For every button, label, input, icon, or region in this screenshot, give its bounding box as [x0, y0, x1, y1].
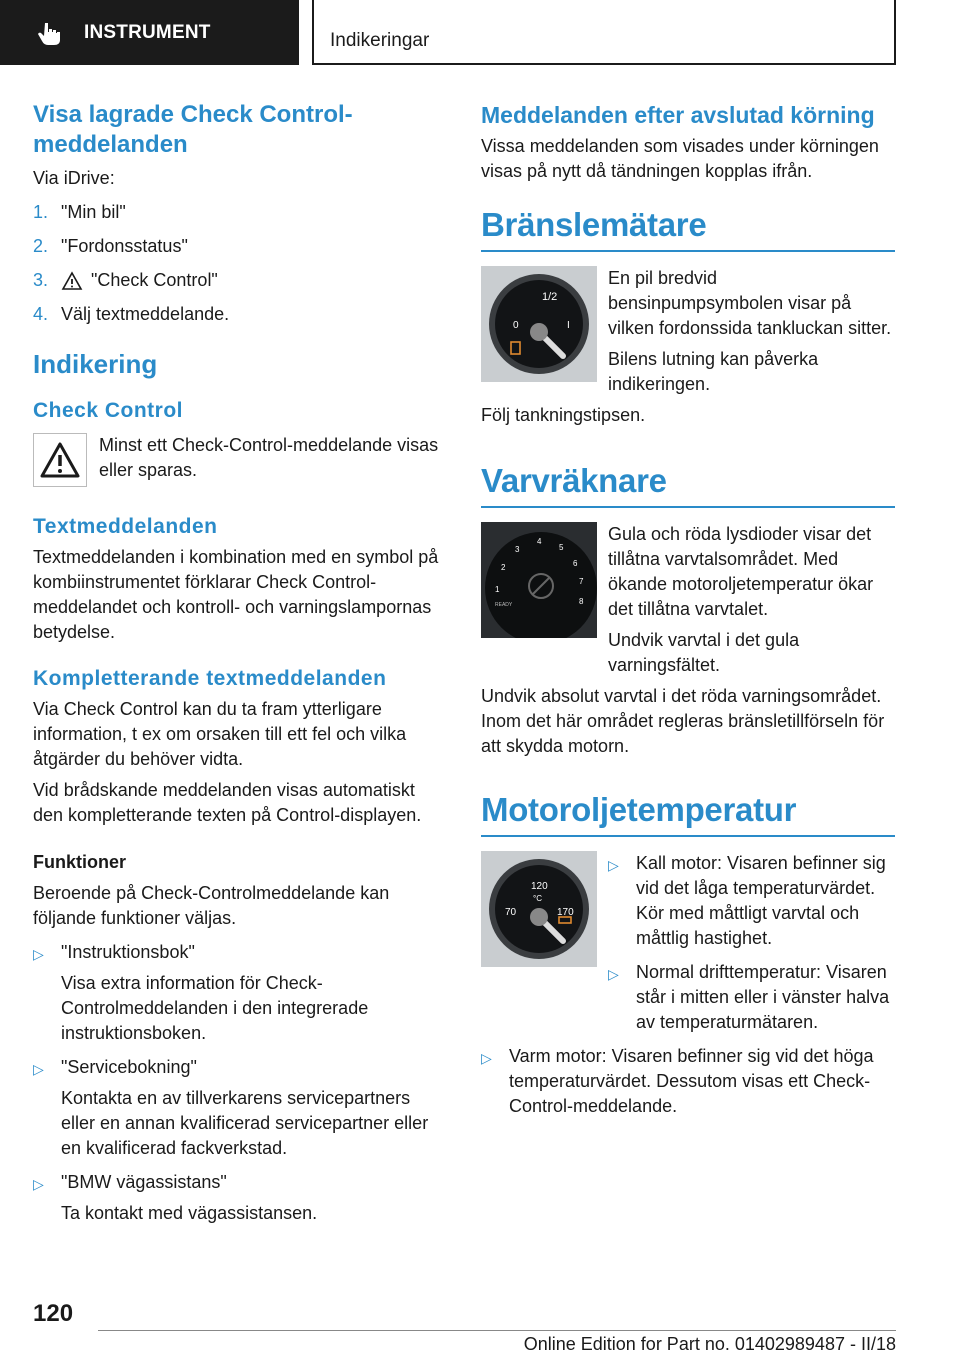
list-item: ▷ Normal drifttemperatur: Visaren står i mitten eller i vänster halva av temperaturmätaren.: [608, 960, 895, 1035]
svg-text:7: 7: [579, 577, 584, 586]
right-column: [481, 100, 895, 1119]
svg-text:2: 2: [501, 563, 506, 572]
svg-text:I: I: [567, 320, 570, 331]
heading-stored-messages: Visa lagrade Check Control-meddelanden: [33, 101, 353, 158]
heading-indikering: Indikering: [33, 349, 158, 379]
bullet-triangle-icon: ▷: [481, 1050, 492, 1066]
list-item: 3. "Check Control": [33, 270, 218, 290]
svg-text:4: 4: [537, 537, 542, 546]
rev-p1: Gula och röda lysdioder visar det tillåtna varvtalsområdet. Med ökande motoroljetemperatur ökar det tillåtna varvtalet.: [608, 524, 874, 619]
pointing-hand-icon: [36, 19, 64, 47]
heading-after-driving: Meddelanden efter avslutad körning: [481, 102, 875, 128]
svg-text:120: 120: [531, 881, 548, 892]
bullet-triangle-icon: ▷: [33, 1176, 44, 1192]
bullet-triangle-icon: ▷: [33, 946, 44, 962]
list-item: 1. "Min bil": [33, 202, 126, 222]
heading-funktioner: Funktioner: [33, 852, 126, 872]
rev-counter-image: [481, 522, 597, 638]
fuel-p2: Bilens lutning kan påverka indikeringen.: [608, 349, 819, 394]
svg-text:0: 0: [513, 320, 519, 331]
bullet-triangle-icon: ▷: [608, 966, 619, 982]
textmeddelanden-text: Textmeddelanden i kombination med en symbol på kombiinstrumentet förklarar Check Control-meddelandet och kontroll- och varningslampornas betydelse.: [33, 547, 439, 642]
warning-triangle-icon: [61, 271, 83, 291]
fuel-gauge-image: [481, 266, 597, 382]
svg-text:8: 8: [579, 597, 584, 606]
list-item: ▷ "Servicebokning" Kontakta en av tillverkarens servicepartners eller en annan kvalificerad servicepartner eller en kvalificerad fackverkstad.: [33, 1055, 447, 1161]
kompletterande-p1: Via Check Control kan du ta fram ytterligare information, t ex om orsaken till ett fel och vilka åtgärder du behöver vidta.: [33, 699, 407, 769]
list-item: ▷ "Instruktionsbok" Visa extra information för Check-Controlmeddelanden i den integrerade instruktionsboken.: [33, 940, 447, 1046]
header-chapter-label: Indikeringar: [330, 30, 430, 51]
svg-text:70: 70: [505, 907, 517, 918]
bullet-triangle-icon: ▷: [33, 1061, 44, 1077]
svg-text:1: 1: [495, 585, 500, 594]
idrive-steps: [33, 200, 447, 327]
heading-textmeddelanden: Textmeddelanden: [33, 515, 218, 538]
header-section-label: INSTRUMENT: [84, 21, 211, 43]
svg-text:170: 170: [557, 907, 574, 918]
heading-oil-temperature: Motoroljetemperatur: [481, 789, 895, 837]
list-item: ▷ Kall motor: Visaren befinner sig vid det låga temperaturvärdet. Kör med måttligt varvtal och måttlig hastighet.: [608, 851, 895, 951]
check-control-text: Minst ett Check-Control-meddelande visas eller sparas.: [99, 435, 439, 480]
svg-text:READY: READY: [495, 602, 513, 608]
warning-triangle-icon: [38, 440, 82, 480]
oil-temp-gauge-image: [481, 851, 597, 967]
list-item: ▷ Varm motor: Visaren befinner sig vid det höga temperaturvärdet. Dessutom visas ett Check-Control-meddelande.: [481, 1044, 895, 1119]
svg-text:1/2: 1/2: [542, 291, 558, 303]
after-driving-text: Vissa meddelanden som visades under körningen visas på nytt då tändningen kopplas ifrån.: [481, 136, 879, 181]
svg-text:5: 5: [559, 543, 564, 552]
bullet-triangle-icon: ▷: [608, 857, 619, 873]
rev-p2: Undvik varvtal i det gula varningsfältet.: [608, 630, 800, 675]
oil-temp-list: [608, 842, 895, 1035]
header-section-tab[interactable]: [0, 0, 299, 65]
footer-edition: Online Edition for Part no. 01402989487 - II/18: [523, 1334, 896, 1354]
fuel-p1: En pil bredvid bensinpumpsymbolen visar på vilken fordonssida tankluckan sitter.: [608, 268, 892, 338]
funktioner-text: Beroende på Check-Controlmeddelande kan följande funktioner väljas.: [33, 883, 390, 928]
list-item: ▷ "BMW vägassistans" Ta kontakt med vägassistansen.: [33, 1170, 447, 1226]
header-chapter-tab[interactable]: [312, 0, 896, 65]
idrive-intro: Via iDrive:: [33, 168, 115, 188]
page-number: 120: [33, 1300, 74, 1327]
kompletterande-p2: Vid brådskande meddelanden visas automatiskt den kompletterande texten på Control-displayen.: [33, 780, 422, 825]
heading-rev-counter: Varvräknare: [481, 460, 895, 508]
fuel-p3: Följ tankningstipsen.: [481, 405, 646, 425]
left-column: [33, 100, 447, 1226]
oil-temp-list-continued: [481, 1044, 895, 1119]
heading-check-control: Check Control: [33, 399, 184, 422]
heading-fuel-gauge: Bränslemätare: [481, 204, 895, 252]
footer-divider: [98, 1330, 896, 1331]
heading-kompletterande: Kompletterande textmeddelanden: [33, 667, 387, 690]
function-list: [33, 940, 447, 1226]
check-control-symbol: [33, 433, 87, 487]
list-item: 4. Välj textmeddelande.: [33, 304, 230, 324]
svg-text:6: 6: [573, 559, 578, 568]
list-item: 2. "Fordonsstatus": [33, 236, 188, 256]
rev-p3: Undvik absolut varvtal i det röda varningsområdet. Inom det här området regleras bränsletillförseln för att skydda motorn.: [481, 686, 885, 756]
svg-text:3: 3: [515, 545, 520, 554]
svg-text:°C: °C: [533, 894, 542, 903]
